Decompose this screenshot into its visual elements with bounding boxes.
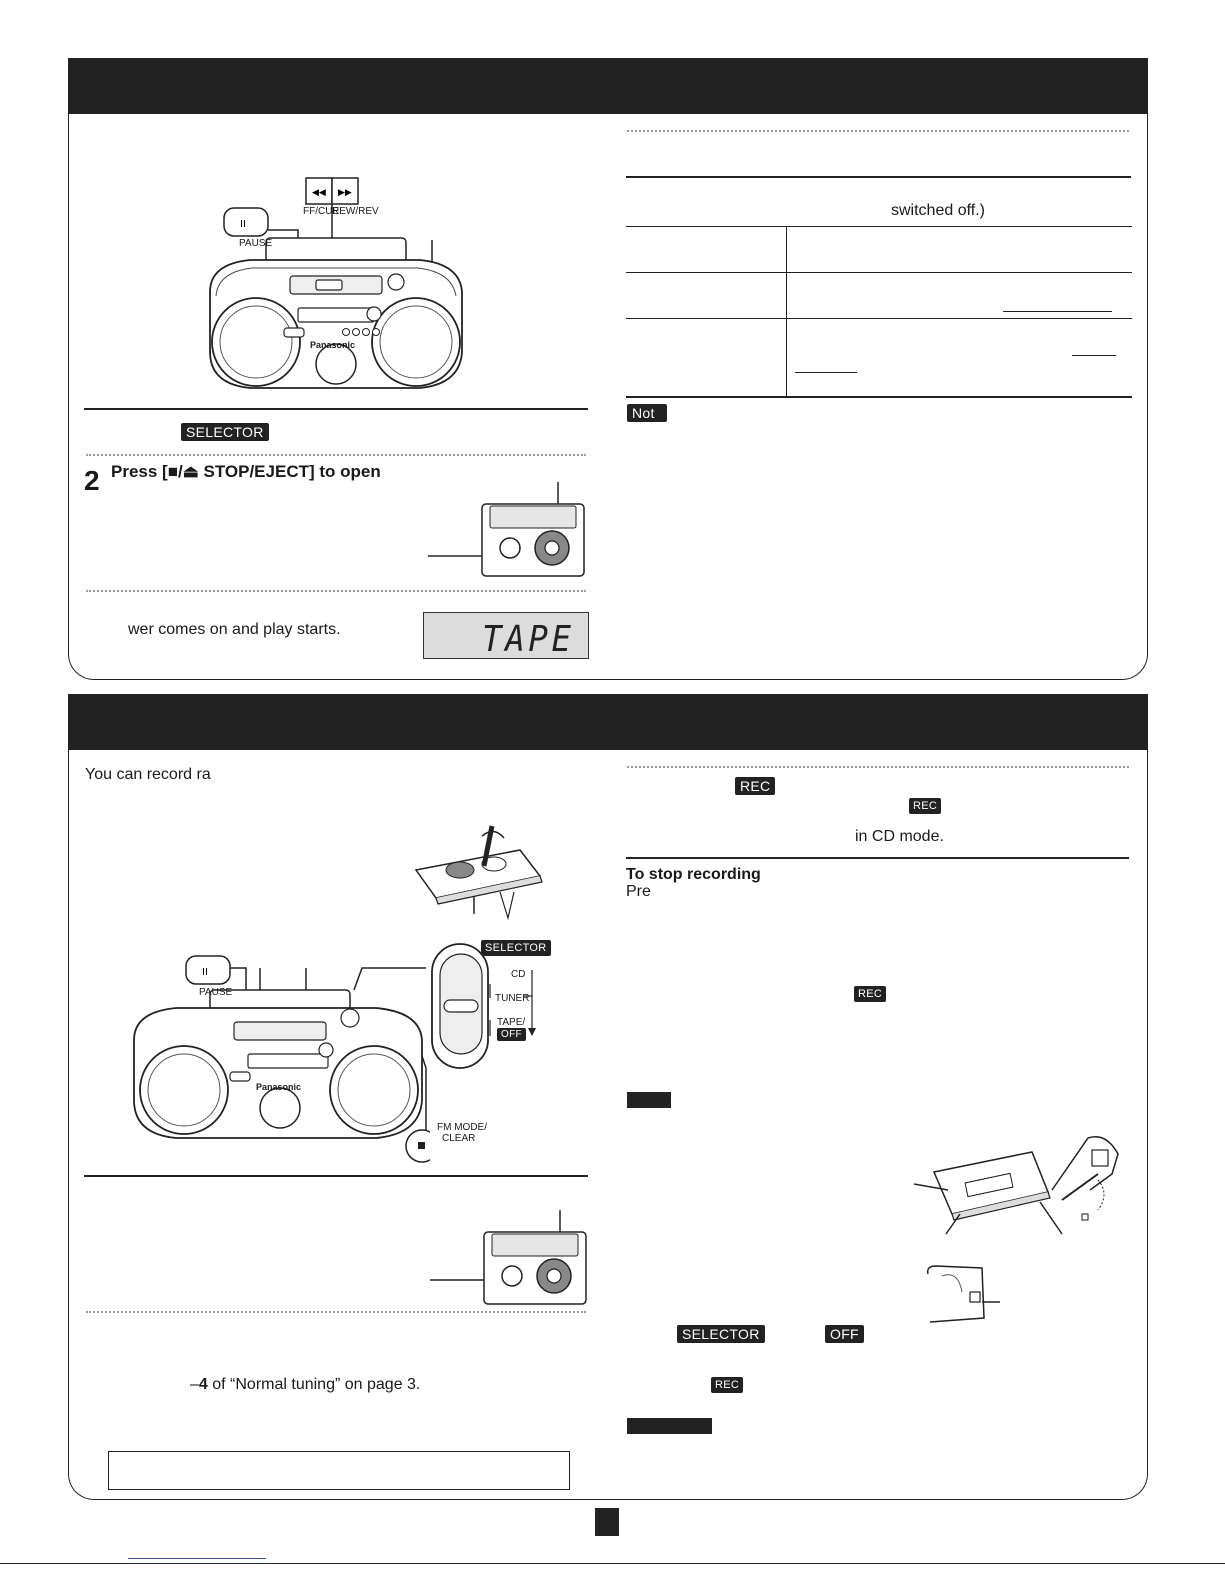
pause-button-icon [224, 208, 268, 236]
cd-mode-text: in CD mode. [855, 828, 944, 845]
pause-label: PAUSE [199, 987, 233, 998]
right-separator [627, 130, 1129, 132]
rec-badge: REC [854, 986, 886, 1002]
stop-recording-heading: To stop recording [626, 866, 761, 883]
selector-label: SELECTOR [481, 940, 551, 956]
svg-text:II: II [202, 967, 208, 978]
footer-rule [0, 1563, 1225, 1564]
section-rule [626, 857, 1129, 859]
step-rule [84, 1175, 588, 1177]
ffcue-label: FF/CUE [303, 206, 340, 217]
tape-display [423, 612, 589, 659]
step-separator [86, 1311, 586, 1313]
caution-badge-blank [627, 1418, 712, 1434]
recording-intro: You can record ra [85, 766, 211, 783]
table-divider [786, 226, 787, 396]
table-rule [626, 318, 1132, 319]
underline-mark [1003, 311, 1112, 312]
brand-logo: Panasonic [310, 340, 356, 350]
svg-text:II: II [240, 219, 246, 230]
normal-tuning-step-number: 4 [198, 1376, 208, 1393]
svg-text:◀◀: ◀◀ [312, 188, 326, 198]
note-badge-blank [627, 1092, 671, 1108]
off-position-label: OFF [497, 1028, 526, 1041]
selector-badge: SELECTOR [181, 423, 269, 441]
step-separator [86, 590, 586, 592]
underline-mark [1072, 355, 1116, 356]
table-bottom-rule [626, 396, 1132, 398]
pause-button-icon [186, 956, 230, 984]
selector-switch-illustration [428, 940, 540, 1072]
fm-mode-label: FM MODE/ [437, 1122, 487, 1133]
page-number-block [595, 1508, 619, 1536]
right-separator [627, 766, 1129, 768]
step2-text: Press [■/⏏ STOP/EJECT] to open [111, 462, 381, 481]
cassette-rewind-icon [410, 822, 550, 922]
rec-badge: REC [909, 798, 941, 814]
display-readout: TAPE [482, 619, 575, 660]
selector-badge: SELECTOR [677, 1325, 765, 1343]
recording-header-bar [68, 694, 1148, 750]
footer-link-underline[interactable] [128, 1558, 266, 1559]
tuner-position-label: TUNER [495, 993, 530, 1004]
step1-rule [84, 408, 588, 410]
rec-badge: REC [735, 777, 775, 795]
tip-box [108, 1451, 570, 1490]
clear-label: CLEAR [442, 1133, 476, 1144]
switched-off-text: switched off.) [891, 202, 985, 219]
cassette-icon [428, 480, 592, 580]
pause-label: PAUSE [239, 238, 273, 249]
brand-logo: Panasonic [256, 1082, 302, 1092]
stop-recording-text: Pre [626, 883, 651, 900]
step3-text: wer comes on and play starts. [128, 621, 341, 638]
playback-header-bar [68, 58, 1148, 114]
cassette-icon [430, 1208, 594, 1308]
table-rule [626, 226, 1132, 227]
step2-number: 2 [84, 465, 100, 496]
off-badge: OFF [825, 1325, 864, 1343]
rewrev-label: REW/REV [332, 206, 379, 217]
boombox-illustration-recording [130, 950, 430, 1168]
svg-text:▶▶: ▶▶ [338, 188, 352, 198]
tape-position-label: TAPE/ [497, 1017, 526, 1028]
step-separator [86, 454, 586, 456]
cassette-tab-tape-illustration [922, 1262, 1032, 1328]
table-top-rule [626, 176, 1131, 178]
normal-tuning-text: –4 of “Normal tuning” on page 3. [190, 1376, 421, 1393]
underline-mark [795, 372, 857, 373]
rec-badge: REC [711, 1377, 743, 1393]
table-rule [626, 272, 1132, 273]
note-badge: Not [627, 404, 667, 422]
cd-position-label: CD [511, 969, 526, 980]
cassette-tab-illustration [912, 1130, 1122, 1240]
